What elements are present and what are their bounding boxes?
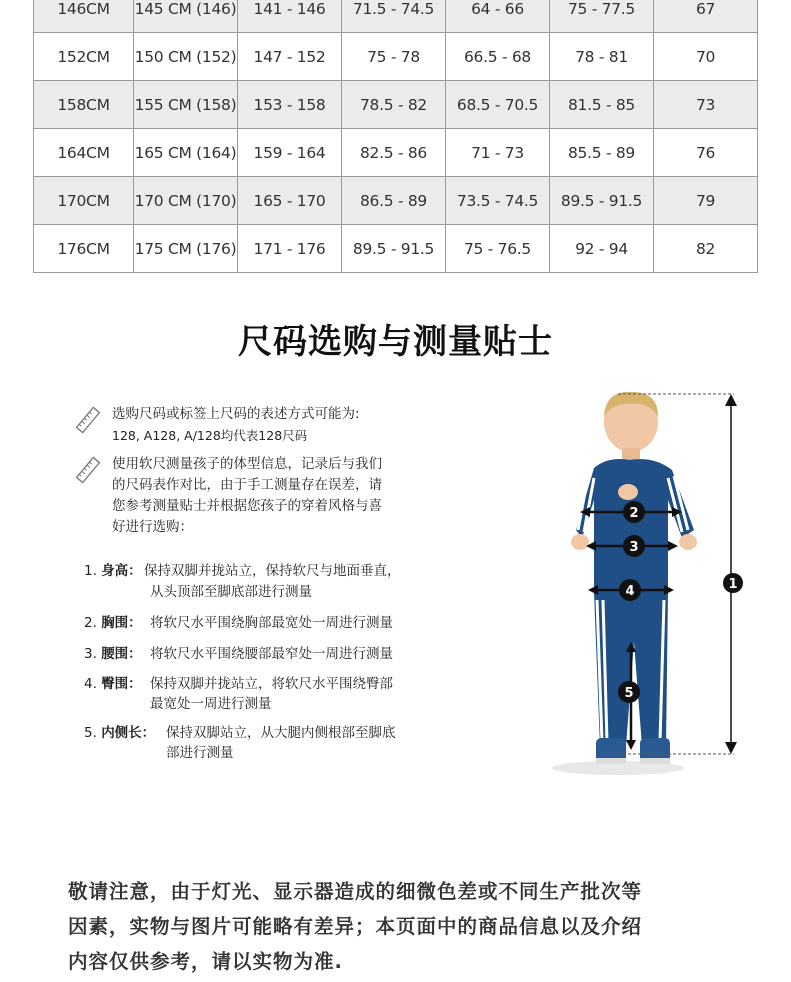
measurement-number: 2. bbox=[84, 615, 97, 631]
table-cell: 71 - 73 bbox=[446, 129, 550, 177]
notice-line: 敬请注意，由于灯光、显示器造成的细微色差或不同生产批次等 bbox=[68, 880, 643, 903]
measurement-label: 内侧长： bbox=[101, 725, 156, 741]
table-cell: 75 - 78 bbox=[342, 33, 446, 81]
svg-text:4: 4 bbox=[625, 584, 635, 599]
table-cell: 164CM bbox=[34, 129, 134, 177]
table-cell: 155 CM (158) bbox=[134, 81, 238, 129]
table-cell: 170 CM (170) bbox=[134, 177, 238, 225]
measurement-item bbox=[84, 614, 393, 633]
table-cell: 73 bbox=[654, 81, 758, 129]
notice-line: 因素，实物与图片可能略有差异；本页面中的商品信息以及介绍 bbox=[68, 915, 643, 938]
table-cell: 78.5 - 82 bbox=[342, 81, 446, 129]
measurement-number: 1. bbox=[84, 563, 97, 579]
tip-line: 选购尺码或标签上尺码的表述方式可能为: bbox=[112, 406, 360, 422]
table-cell: 64 - 66 bbox=[446, 0, 550, 33]
tip-line: 128, A128, A/128均代表128尺码 bbox=[112, 428, 308, 443]
table-cell: 82.5 - 86 bbox=[342, 129, 446, 177]
table-cell: 176CM bbox=[34, 225, 134, 273]
child-measurement-figure bbox=[548, 380, 758, 780]
measurement-label: 腰围： bbox=[101, 646, 142, 662]
ruler-icon bbox=[74, 456, 102, 484]
tip-line: 的尺码表作对比，由于手工测量存在误差，请 bbox=[112, 477, 382, 493]
table-cell: 146CM bbox=[34, 0, 134, 33]
table-cell: 165 - 170 bbox=[238, 177, 342, 225]
table-cell: 81.5 - 85 bbox=[550, 81, 654, 129]
table-cell: 66.5 - 68 bbox=[446, 33, 550, 81]
table-row bbox=[34, 177, 758, 225]
measurement-item bbox=[84, 724, 396, 761]
measurement-number: 3. bbox=[84, 646, 97, 662]
table-cell: 79 bbox=[654, 177, 758, 225]
table-cell: 71.5 - 74.5 bbox=[342, 0, 446, 33]
table-row bbox=[34, 0, 758, 33]
table-row bbox=[34, 225, 758, 273]
measurement-desc: 将软尺水平围绕腰部最窄处一周进行测量 bbox=[150, 646, 393, 662]
table-cell: 82 bbox=[654, 225, 758, 273]
table-cell: 68.5 - 70.5 bbox=[446, 81, 550, 129]
table-cell: 76 bbox=[654, 129, 758, 177]
marker-4 bbox=[619, 579, 641, 601]
svg-text:2: 2 bbox=[629, 506, 639, 521]
svg-text:3: 3 bbox=[629, 540, 639, 555]
measurement-desc: 从头顶部至脚底部进行测量 bbox=[150, 584, 312, 600]
table-cell: 85.5 - 89 bbox=[550, 129, 654, 177]
table-cell: 70 bbox=[654, 33, 758, 81]
measurement-desc: 将软尺水平围绕胸部最宽处一周进行测量 bbox=[150, 615, 393, 631]
table-cell: 153 - 158 bbox=[238, 81, 342, 129]
table-cell: 67 bbox=[654, 0, 758, 33]
table-cell: 75 - 77.5 bbox=[550, 0, 654, 33]
measurement-item bbox=[84, 675, 393, 712]
size-chart-table bbox=[33, 0, 758, 273]
measurement-label: 身高： bbox=[101, 563, 142, 579]
table-row bbox=[34, 129, 758, 177]
marker-1 bbox=[723, 573, 743, 593]
svg-text:1: 1 bbox=[728, 577, 738, 592]
table-cell: 86.5 - 89 bbox=[342, 177, 446, 225]
table-cell: 75 - 76.5 bbox=[446, 225, 550, 273]
table-cell: 165 CM (164) bbox=[134, 129, 238, 177]
table-row bbox=[34, 33, 758, 81]
measurement-desc: 保持双脚并拢站立，保持软尺与地面垂直， bbox=[144, 563, 401, 579]
measurement-item bbox=[84, 645, 393, 664]
table-cell: 145 CM (146) bbox=[134, 0, 238, 33]
tips-title: 尺码选购与测量贴士 bbox=[238, 322, 553, 362]
table-cell: 78 - 81 bbox=[550, 33, 654, 81]
svg-text:5: 5 bbox=[624, 686, 634, 701]
table-cell: 141 - 146 bbox=[238, 0, 342, 33]
measurement-desc: 最宽处一周进行测量 bbox=[150, 696, 272, 712]
measurement-item bbox=[84, 562, 401, 600]
measurement-desc: 保持双脚站立，从大腿内侧根部至脚底 bbox=[166, 725, 396, 741]
table-cell: 158CM bbox=[34, 81, 134, 129]
table-row bbox=[34, 81, 758, 129]
tip-line: 您参考测量贴士并根据您孩子的穿着风格与喜 bbox=[112, 498, 382, 514]
marker-3 bbox=[623, 535, 645, 557]
table-cell: 171 - 176 bbox=[238, 225, 342, 273]
measurement-number: 4. bbox=[84, 676, 97, 692]
table-cell: 89.5 - 91.5 bbox=[342, 225, 446, 273]
table-cell: 152CM bbox=[34, 33, 134, 81]
table-cell: 73.5 - 74.5 bbox=[446, 177, 550, 225]
table-cell: 175 CM (176) bbox=[134, 225, 238, 273]
measurement-label: 臀围： bbox=[101, 676, 142, 692]
color-difference-notice bbox=[68, 874, 748, 979]
table-cell: 92 - 94 bbox=[550, 225, 654, 273]
tip-line: 使用软尺测量孩子的体型信息，记录后与我们 bbox=[112, 456, 382, 472]
measurement-label: 胸围： bbox=[101, 615, 142, 631]
table-cell: 89.5 - 91.5 bbox=[550, 177, 654, 225]
measurement-desc: 保持双脚并拢站立，将软尺水平围绕臀部 bbox=[150, 676, 393, 692]
ruler-icon bbox=[74, 406, 102, 434]
table-cell: 170CM bbox=[34, 177, 134, 225]
notice-line: 内容仅供参考，请以实物为准. bbox=[68, 950, 343, 973]
measurement-number: 5. bbox=[84, 725, 97, 741]
marker-5 bbox=[618, 681, 640, 703]
table-cell: 150 CM (152) bbox=[134, 33, 238, 81]
measurement-desc: 部进行测量 bbox=[166, 745, 234, 761]
table-cell: 159 - 164 bbox=[238, 129, 342, 177]
table-cell: 147 - 152 bbox=[238, 33, 342, 81]
tip-line: 好进行选购： bbox=[112, 519, 193, 535]
marker-2 bbox=[623, 501, 645, 523]
